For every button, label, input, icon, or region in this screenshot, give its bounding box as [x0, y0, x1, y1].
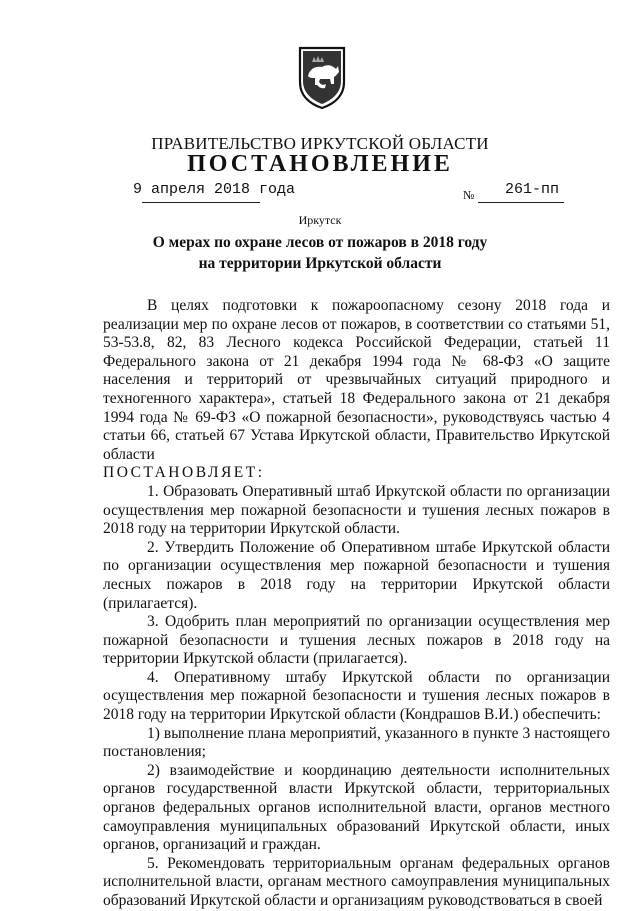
number-underline — [478, 202, 564, 203]
coat-of-arms-emblem — [296, 44, 348, 110]
paragraph-item-2: 2. Утвердить Положение об Оперативном штабе Иркутской области по организации осуществления мер пожарной безопасности и тушения лесных пожаров в 2018 году на территории Иркутской области (прилагается). — [103, 538, 610, 612]
paragraph-item-1: 1. Образовать Оперативный штаб Иркутской области по организации осуществления мер пожарной безопасности и тушения лесных пожаров в 2018 году на территории Иркутской области. — [103, 482, 610, 538]
subject-line-2: на территории Иркутской области — [198, 255, 442, 272]
document-number: 261-пп — [505, 181, 560, 198]
preamble-paragraph: В целях подготовки к пожароопасному сезону 2018 года и реализации мер по охране лесов от пожаров, в соответствии со статьями 51, 53-53.8, 82, 83 Лесного кодекса Российской Федерации, статьей 11 Федерального закона от 21 декабря 1994 года № 68-ФЗ «О защите населения и территорий от чрезвычайных ситуаций природного и техногенного характера», статьей 18 Федерального закона от 21 декабря 1994 года № 69-ФЗ «О пожарной безопасности», руководствуясь частью 4 статьи 66, статьей 67 Устава Иркутской области, Правительство Иркутской области — [103, 297, 610, 463]
resolves-heading: ПОСТАНОВЛЯЕТ: — [103, 464, 265, 482]
government-name: ПРАВИТЕЛЬСТВО ИРКУТСКОЙ ОБЛАСТИ — [151, 134, 489, 153]
date-underline — [142, 202, 260, 203]
subitem-4-1: 1) выполнение плана мероприятий, указанного в пункте 3 настоящего постановления; — [103, 724, 610, 761]
document-subject — [0, 232, 640, 274]
paragraph-item-3: 3. Одобрить план мероприятий по организации осуществления мер пожарной безопасности и тушения лесных пожаров в 2018 году на территории Иркутской области (прилагается). — [103, 613, 610, 668]
subitem-4-2: 2) взаимодействие и координацию деятельности исполнительных органов государственной власти Иркутской области, территориальных органов федеральных органов исполнительной власти, органов местного самоуправления муниципальных образований Иркутской области, иных органов, организаций и граждан. — [103, 761, 610, 854]
document-body — [103, 297, 610, 911]
number-sign: № — [463, 188, 475, 202]
paragraph-item-4: 4. Оперативному штабу Иркутской области по организации осуществления мер пожарной безопасности и тушения лесных пожаров в 2018 году на территории Иркутской области (Кондрашов В.И.) обеспечить: — [103, 668, 610, 724]
subject-line-1: О мерах по охране лесов от пожаров в 2018 году — [152, 234, 488, 251]
paragraph-item-5: 5. Рекомендовать территориальным органам федеральных органов исполнительной власти, органам местного самоуправления муниципальных образований Иркутской области и организациям руководствоваться в своей — [103, 854, 610, 909]
document-date: 9 апреля 2018 года — [133, 181, 296, 198]
document-type: ПОСТАНОВЛЕНИЕ — [187, 151, 453, 177]
city-name: Иркутск — [298, 213, 342, 227]
